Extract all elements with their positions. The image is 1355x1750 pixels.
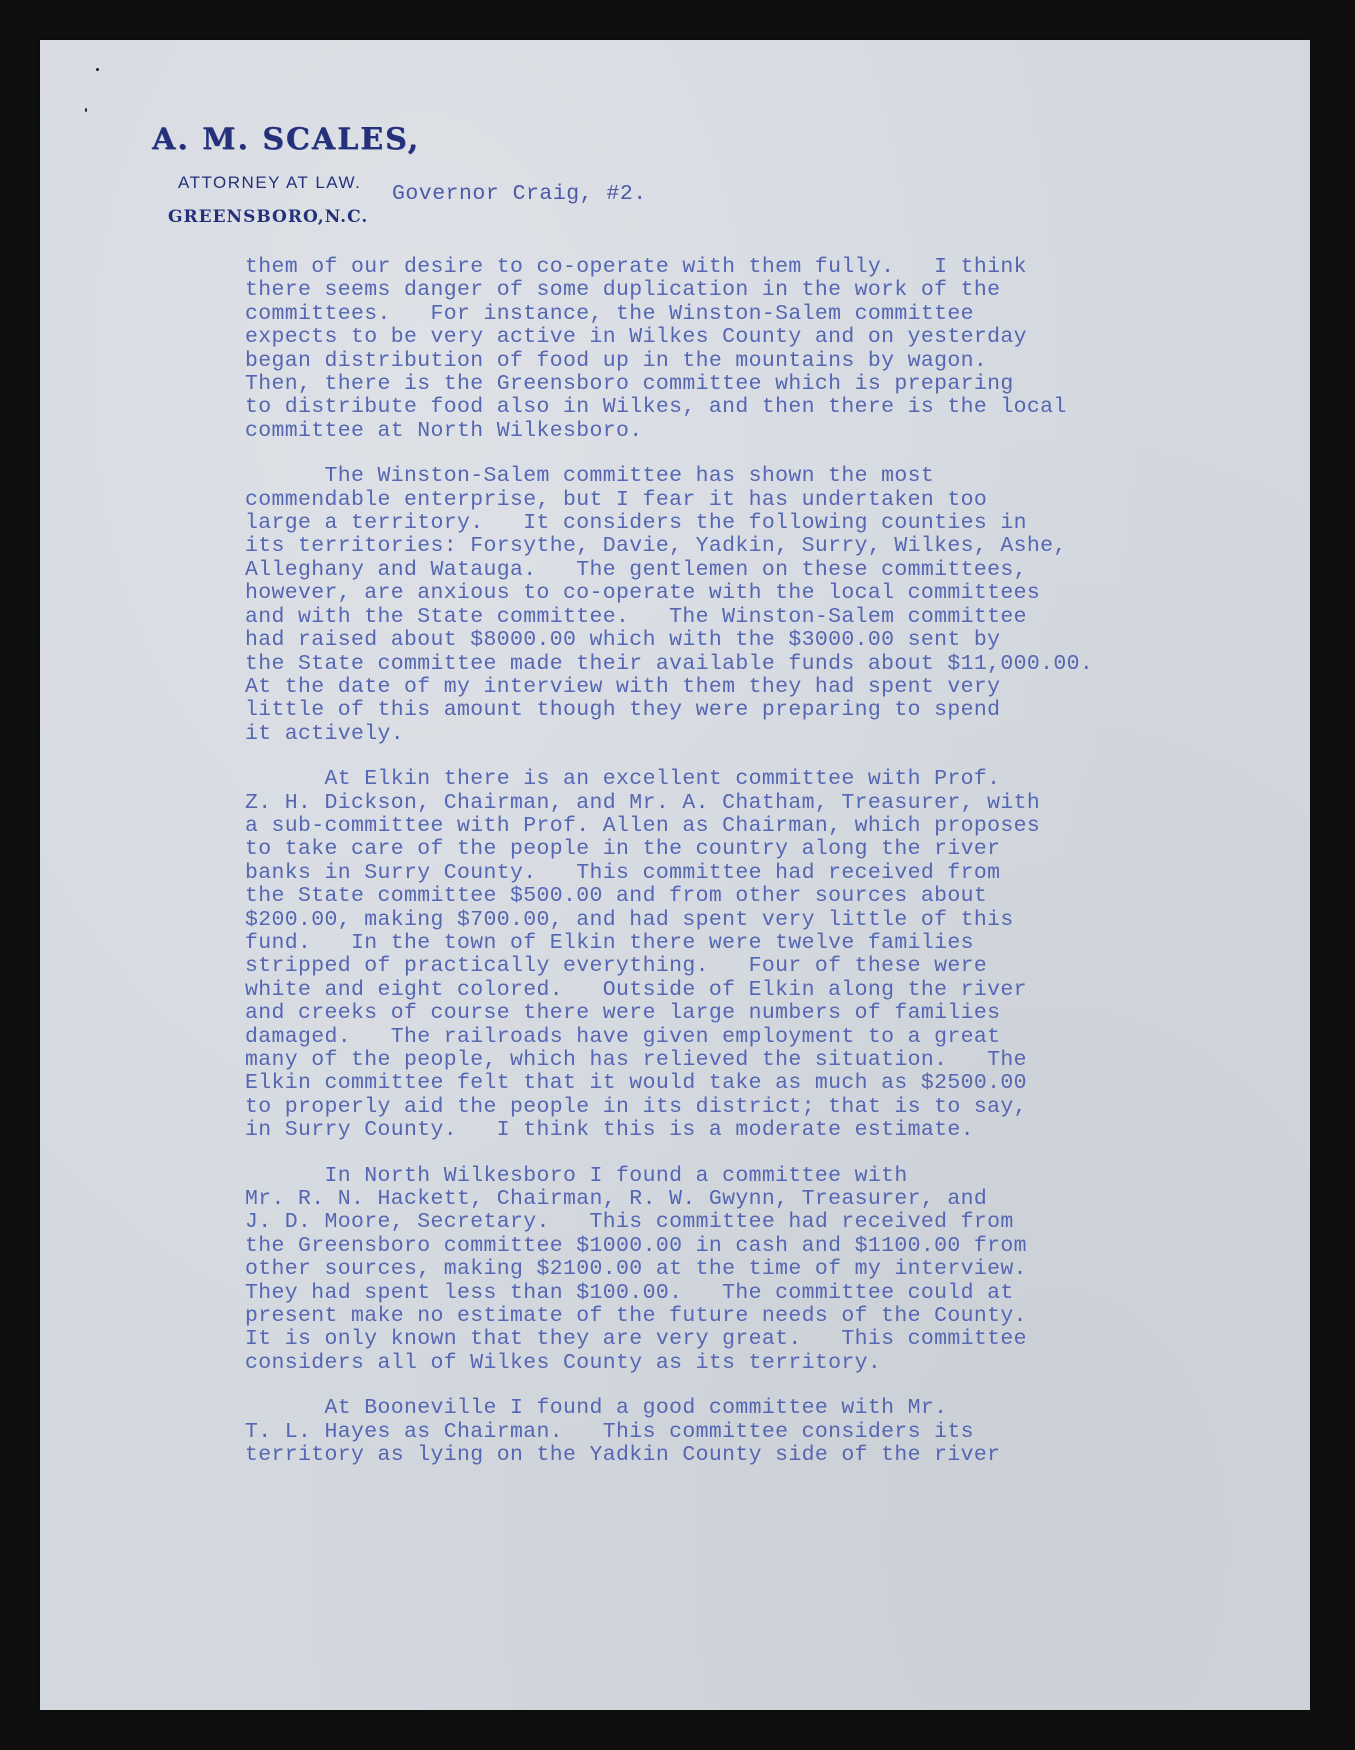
text-line: Alleghany and Watauga. The gentlemen on these committees, (245, 557, 1027, 582)
text-line: expects to be very active in Wilkes County and on yesterday (245, 325, 1027, 350)
text-line: to properly aid the people in its district; that is to say, (245, 1094, 1027, 1119)
letterhead-title: ATTORNEY AT LAW. (178, 173, 362, 192)
text-line: stripped of practically everything. Four of these were (245, 954, 988, 979)
paper-speck (85, 108, 87, 112)
text-line: damaged. The railroads have given employment to a great (245, 1024, 1001, 1049)
text-line: Z. H. Dickson, Chairman, and Mr. A. Chatham, Treasurer, with (245, 790, 1041, 815)
text-line: its territories: Forsythe, Davie, Yadkin, Surry, Wilkes, Ashe, (245, 534, 1067, 559)
text-line: there seems danger of some duplication in the work of the (245, 278, 1001, 303)
text-line: The Winston-Salem committee has shown the most (245, 464, 935, 489)
text-line: in Surry County. I think this is a moderate estimate. (245, 1118, 974, 1143)
text-line: and creeks of course there were large numbers of families (245, 1001, 1001, 1026)
text-line: many of the people, which has relieved the situation. The (245, 1048, 1027, 1072)
text-line: to distribute food also in Wilkes, and then there is the local (245, 395, 1067, 420)
text-line: $200.00, making $700.00, and had spent very little of this (245, 907, 1014, 932)
text-line: In North Wilkesboro I found a committee with (245, 1163, 908, 1188)
text-line: began distribution of food up in the mountains by wagon. (245, 348, 988, 373)
paragraph (245, 1397, 1145, 1467)
paragraph (245, 768, 1145, 1143)
letterhead-name: A. M. SCALES, (152, 122, 421, 157)
text-line: the State committee $500.00 and from other sources about (245, 884, 988, 909)
paper-speck (96, 68, 99, 71)
text-line: the Greensboro committee $1000.00 in cash and $1100.00 from (245, 1233, 1027, 1258)
paragraph (245, 465, 1145, 746)
text-line: it actively. (245, 721, 405, 746)
text-line: had raised about $8000.00 which with the $3000.00 sent by (245, 628, 1001, 653)
text-line: the State committee made their available funds about $11,000.00. (245, 651, 1094, 676)
text-line: Mr. R. N. Hackett, Chairman, R. W. Gwynn, Treasurer, and (245, 1187, 988, 1212)
text-line: them of our desire to co-operate with them fully. I think (245, 255, 1027, 279)
text-line: It is only known that they are very great. This committee (245, 1327, 1027, 1352)
letterhead (150, 122, 450, 227)
text-line: J. D. Moore, Secretary. This committee had received from (245, 1210, 1014, 1235)
text-line: committee at North Wilkesboro. (245, 418, 643, 443)
text-line: however, are anxious to co-operate with the local committees (245, 581, 1041, 606)
text-line: committees. For instance, the Winston-Salem committee (245, 301, 974, 326)
text-line: little of this amount though they were preparing to spend (245, 698, 1001, 723)
text-line: present make no estimate of the future needs of the County. (245, 1304, 1027, 1329)
paragraph (245, 1165, 1145, 1376)
text-line: white and eight colored. Outside of Elkin along the river (245, 977, 1027, 1002)
text-line: and with the State committee. The Winston-Salem committee (245, 604, 1027, 629)
text-line: large a territory. It considers the following counties in (245, 511, 1027, 536)
text-line: to take care of the people in the country along the river (245, 837, 1001, 862)
paragraph (245, 256, 1145, 443)
page-heading: Governor Craig, #2. (392, 182, 647, 206)
letter-page (40, 40, 1310, 1710)
text-line: banks in Surry County. This committee had received from (245, 860, 1001, 885)
text-line: At Elkin there is an excellent committee with Prof. (245, 767, 1001, 792)
text-line: a sub-committee with Prof. Allen as Chairman, which proposes (245, 813, 1041, 838)
text-line: territory as lying on the Yadkin County side of the river (245, 1443, 1001, 1468)
text-line: T. L. Hayes as Chairman. This committee considers its (245, 1419, 974, 1444)
letter-body (245, 256, 1145, 1490)
text-line: considers all of Wilkes County as its territory. (245, 1350, 882, 1375)
text-line: commendable enterprise, but I fear it has undertaken too (245, 487, 988, 512)
text-line: They had spent less than $100.00. The committee could at (245, 1280, 1014, 1305)
text-line: other sources, making $2100.00 at the time of my interview. (245, 1257, 1027, 1282)
text-line: Elkin committee felt that it would take as much as $2500.00 (245, 1071, 1027, 1096)
text-line: fund. In the town of Elkin there were twelve families (245, 930, 974, 955)
text-line: Then, there is the Greensboro committee which is preparing (245, 372, 1014, 397)
text-line: At the date of my interview with them they had spent very (245, 674, 1001, 699)
text-line: At Booneville I found a good committee with Mr. (245, 1396, 948, 1421)
letterhead-city: GREENSBORO,N.C. (168, 207, 369, 227)
